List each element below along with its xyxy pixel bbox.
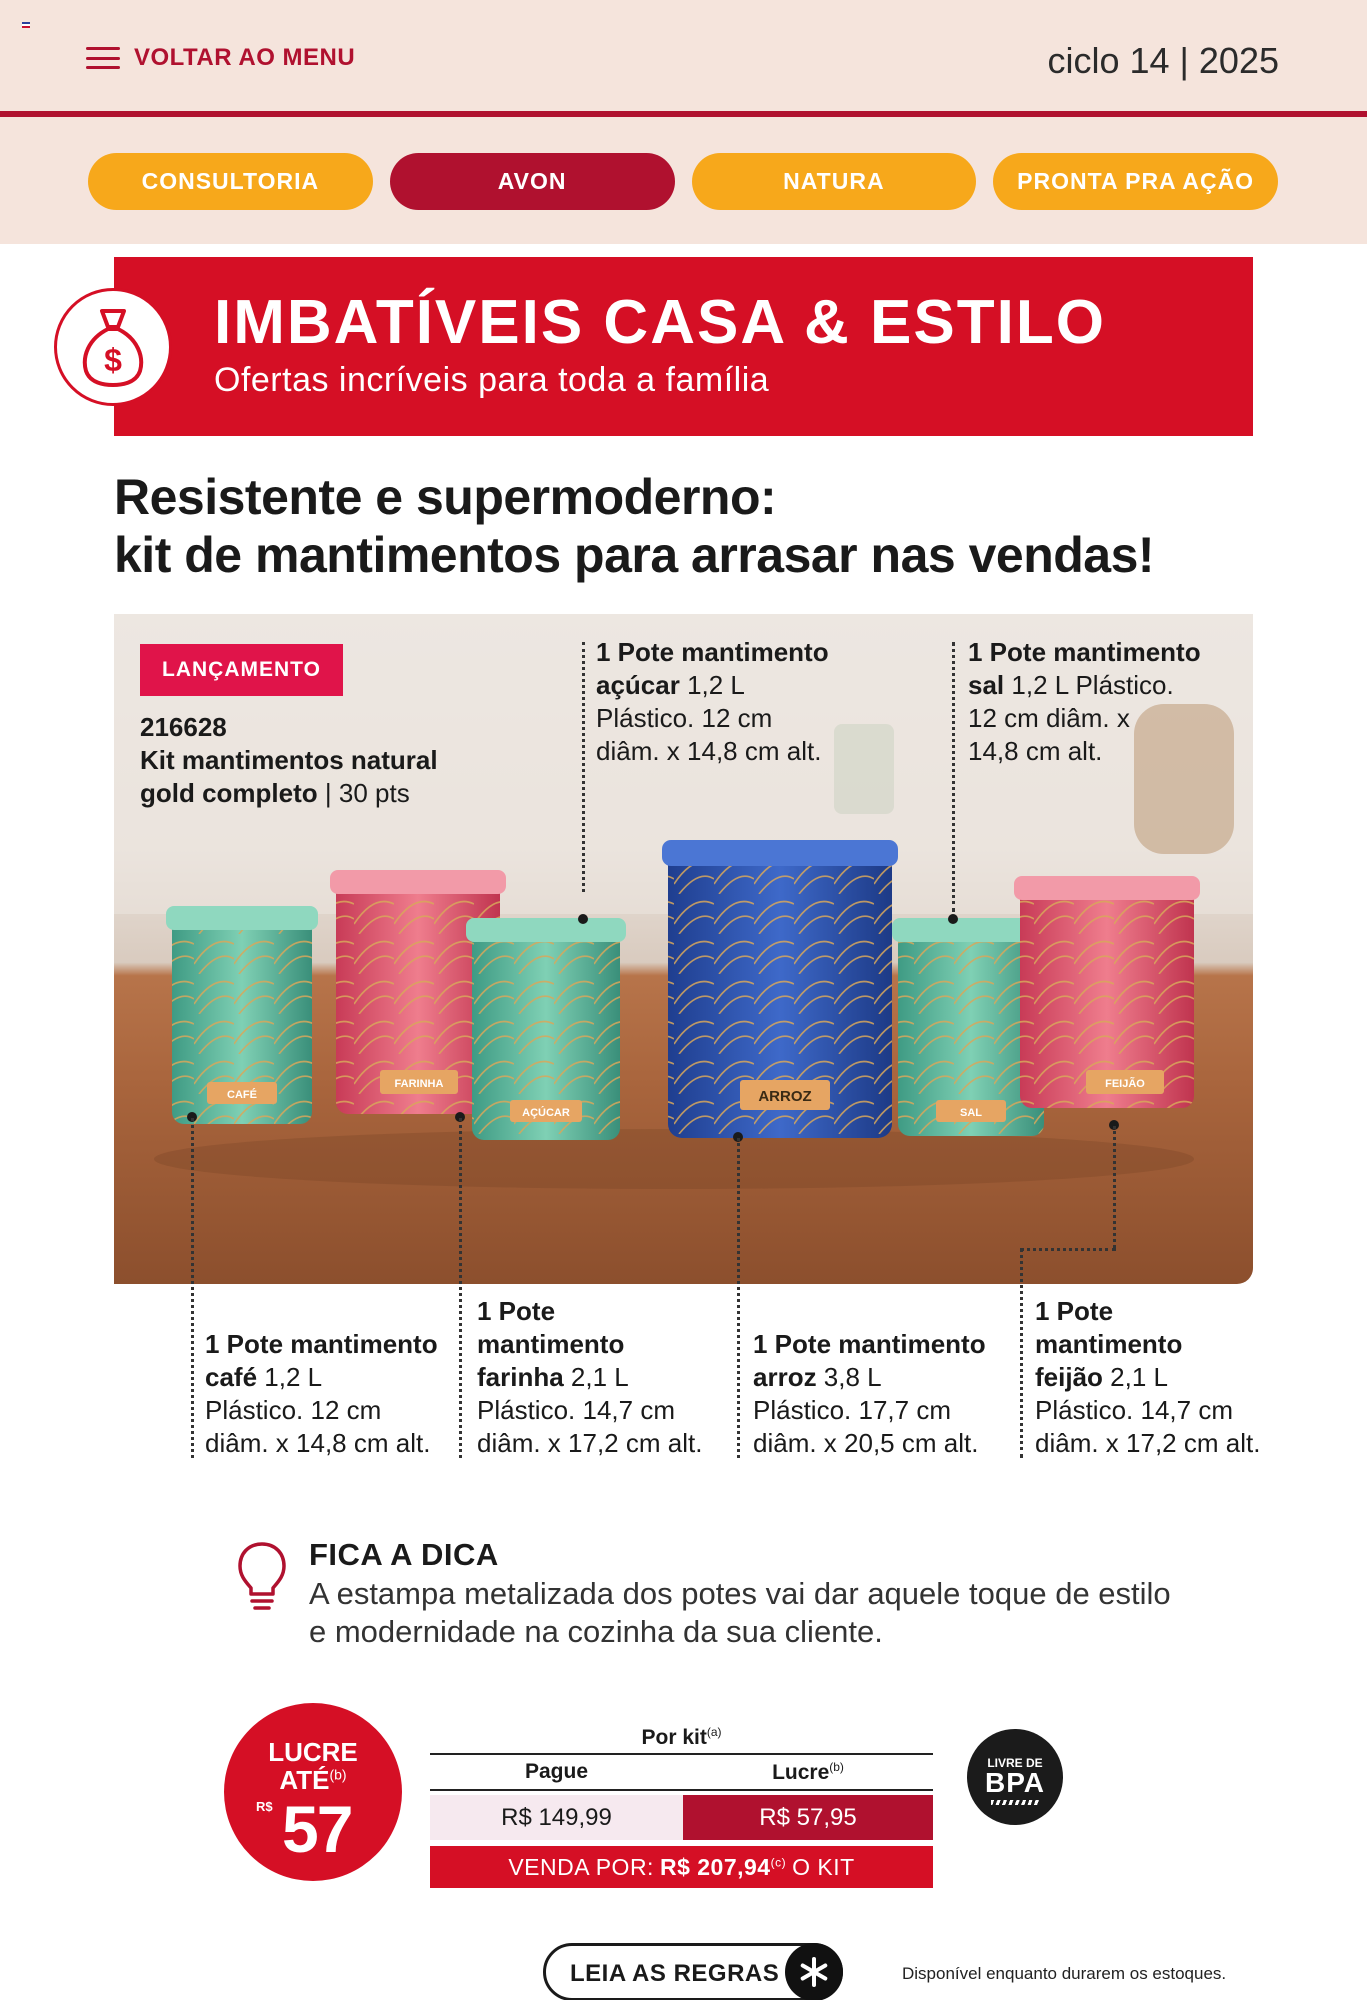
- profit-badge-value: 57: [282, 1792, 352, 1866]
- back-to-menu-button[interactable]: [86, 44, 355, 72]
- leader-line-arroz: [737, 1138, 740, 1458]
- canister-label-sal: SAL: [960, 1107, 982, 1119]
- launch-badge: LANÇAMENTO: [140, 644, 343, 696]
- profit-value: R$ 57,95: [683, 1795, 933, 1840]
- sell-prefix: VENDA POR:: [508, 1853, 654, 1880]
- hamburger-menu-icon: [86, 47, 120, 69]
- back-to-menu-label: VOLTAR AO MENU: [134, 44, 356, 71]
- section-banner: [114, 257, 1253, 436]
- canister-label-cafe: CAFÉ: [227, 1089, 257, 1101]
- price-table-rule-mid: [430, 1789, 933, 1791]
- headline-line-2: kit de mantimentos para arrasar nas vendas!: [114, 527, 1155, 583]
- tab-pronta-pra-acao[interactable]: PRONTA PRA AÇÃO: [993, 153, 1278, 210]
- profit-badge: [224, 1703, 402, 1881]
- asterisk-icon: [785, 1943, 843, 2000]
- product-photo: [114, 614, 1253, 1284]
- leader-dot-sal: [948, 914, 958, 924]
- tip-title: FICA A DICA: [309, 1537, 499, 1572]
- money-bag-icon: [54, 288, 172, 406]
- tip-text: A estampa metalizada dos potes vai dar aquele toque de estilo e modernidade na cozinha da sua cliente.: [309, 1576, 1171, 1649]
- callout-acucar: 1 Pote mantimento açúcar 1,2 L Plástico. 12 cm diâm. x 14,8 cm alt.: [596, 637, 829, 766]
- bpa-free-seal: LIVRE DE BPA: [967, 1729, 1063, 1825]
- profit-header: Lucre$^{(b)}$: [772, 1760, 844, 1784]
- banner-subtitle: Ofertas incríveis para toda a família: [214, 361, 770, 399]
- product-name: [140, 744, 500, 810]
- sell-value: R$ 207,94: [659, 1853, 771, 1880]
- product-name-line-1: Kit mantimentos natural: [140, 745, 438, 775]
- headline-line-1: Resistente e supermoderno:: [114, 469, 777, 525]
- sell-suffix: O KIT: [792, 1853, 855, 1880]
- read-rules-button[interactable]: [543, 1943, 843, 2000]
- lightbulb-icon: [236, 1540, 288, 1614]
- leader-line-feijao-top: [1113, 1126, 1116, 1248]
- price-table-rule-top: [430, 1753, 933, 1755]
- canister-feijao: [1014, 876, 1200, 1108]
- leader-line-feijao-bottom: [1020, 1248, 1023, 1458]
- tab-natura[interactable]: NATURA: [692, 153, 977, 210]
- tab-consultoria[interactable]: CONSULTORIA: [88, 153, 373, 210]
- brand-tabs: [88, 153, 1278, 210]
- profit-badge-line-2: ATÉ$^{(b)}$: [279, 1765, 347, 1795]
- callout-cafe: 1 Pote mantimento café 1,2 L Plástico. 12 cm diâm. x 14,8 cm alt.: [205, 1329, 438, 1458]
- profit-badge-currency: R$: [256, 1799, 273, 1814]
- header-divider: [0, 111, 1367, 117]
- callout-arroz: 1 Pote mantimento arroz 3,8 L Plástico. 17,7 cm diâm. x 20,5 cm alt.: [753, 1329, 986, 1458]
- tab-avon[interactable]: AVON: [390, 153, 675, 210]
- canister-cafe: [166, 906, 318, 1124]
- cycle-label: ciclo 14 | 2025: [1047, 40, 1279, 81]
- pay-header: Pague: [524, 1760, 589, 1783]
- canister-label-feijao: FEIJÃO: [1105, 1078, 1145, 1090]
- bpa-stripes: [991, 1800, 1039, 1805]
- product-code: 216628: [140, 712, 227, 742]
- top-header: [0, 0, 1367, 244]
- leader-line-sal: [952, 642, 955, 912]
- language-flag-icon[interactable]: [22, 22, 30, 28]
- leader-line-cafe: [191, 1118, 194, 1458]
- page-headline: [114, 468, 1154, 584]
- banner-title: IMBATÍVEIS CASA & ESTILO: [214, 288, 1106, 357]
- product-name-line-2: gold completo: [140, 778, 318, 808]
- canister-arroz: [662, 840, 898, 1138]
- canister-acucar: [466, 918, 626, 1140]
- sell-price-bar: VENDA POR: R$ 207,94$^{(c)}$ O KIT: [430, 1846, 933, 1888]
- canister-label-farinha: FARINHA: [394, 1078, 444, 1090]
- per-kit-label: Por kit$^{(a)}$: [641, 1725, 722, 1749]
- leader-line-farinha: [459, 1118, 462, 1458]
- read-rules-label: LEIA AS REGRAS: [570, 1960, 780, 1987]
- canister-label-acucar: AÇÚCAR: [522, 1107, 570, 1119]
- callout-farinha: 1 Pote mantimento farinha 2,1 L Plástico. 14,7 cm diâm. x 17,2 cm alt.: [477, 1296, 703, 1458]
- callout-sal: 1 Pote mantimento sal 1,2 L Plástico. 12 cm diâm. x 14,8 cm alt.: [968, 637, 1201, 766]
- product-points: | 30 pts: [324, 778, 410, 808]
- callout-feijao: 1 Pote mantimento feijão 2,1 L Plástico. 14,7 cm diâm. x 17,2 cm alt.: [1035, 1296, 1261, 1458]
- profit-badge-line-1: LUCRE: [268, 1737, 358, 1767]
- leader-line-acucar: [582, 642, 585, 892]
- svg-text:$: $: [104, 342, 122, 378]
- pay-value: R$ 149,99: [430, 1795, 683, 1840]
- leader-dot-acucar: [578, 914, 588, 924]
- stock-disclaimer: Disponível enquanto durarem os estoques.: [902, 1964, 1227, 1983]
- canister-label-arroz: ARROZ: [758, 1088, 812, 1105]
- leader-line-feijao-horizontal: [1020, 1248, 1116, 1251]
